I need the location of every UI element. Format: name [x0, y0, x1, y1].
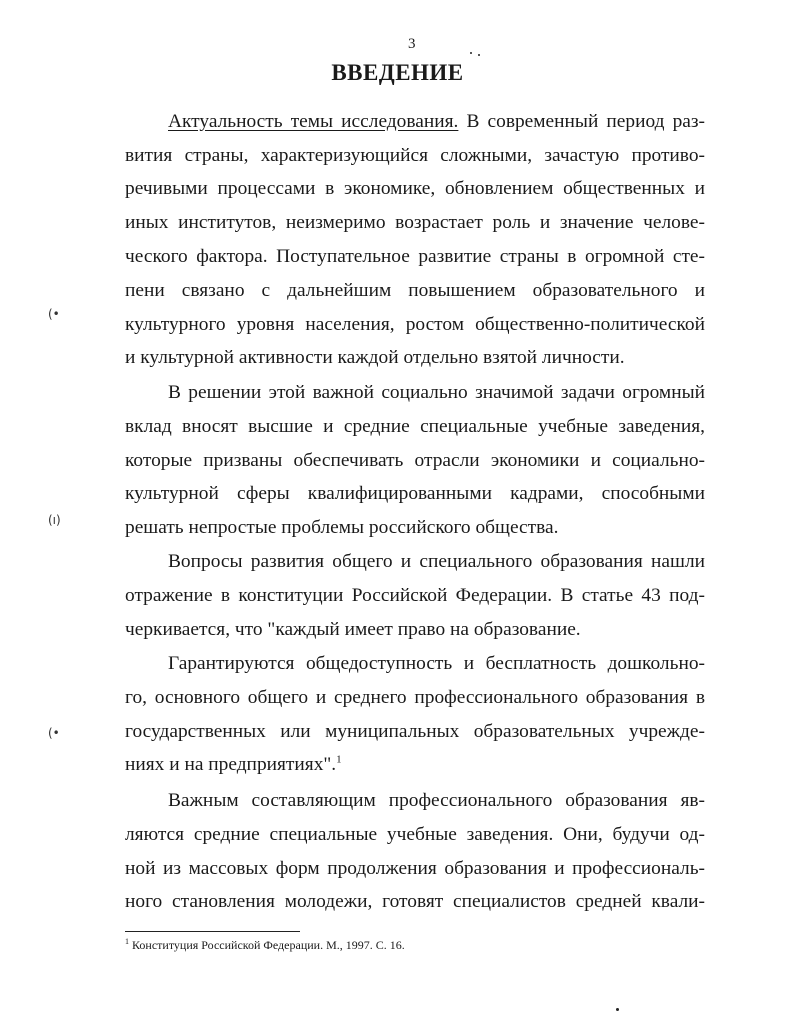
- paragraph-1-line: ческого фактора. Поступательное развитие страны в огромной сте-: [125, 246, 705, 267]
- footnote: [125, 938, 405, 952]
- paragraph-5-line: ляются средние специальные учебные заведения. Они, будучи од-: [125, 824, 705, 845]
- paragraph-2-line: вклад вносят высшие и средние специальные учебные заведения,: [125, 416, 705, 437]
- margin-mark: (•: [48, 726, 60, 740]
- paragraph-2-line: В решении этой важной социально значимой задачи огромный: [168, 382, 705, 403]
- paragraph-3-line: отражение в конституции Российской Федерации. В статье 43 под-: [125, 585, 705, 606]
- paragraph-5-line: ной из массовых форм продолжения образования и профессиональ-: [125, 858, 705, 879]
- paragraph-2-line: которые призваны обеспечивать отрасли экономики и социально-: [125, 450, 705, 471]
- footnote-text: Конституция Российской Федерации. М., 1997. С. 16.: [129, 938, 405, 952]
- paragraph-1-line-1-rest: В современный период раз-: [458, 111, 705, 132]
- paragraph-4-line: государственных или муниципальных образовательных учрежде-: [125, 721, 705, 742]
- scan-speck: [470, 52, 472, 54]
- paragraph-2-line: культурной сферы квалифицированными кадрами, способными: [125, 483, 705, 504]
- paragraph-2-line-last: решать непростые проблемы российского общества.: [125, 517, 559, 538]
- scan-speck: [478, 54, 480, 56]
- paragraph-1-line-1: [168, 110, 705, 134]
- page-number: 3: [408, 36, 416, 52]
- margin-mark: (•: [48, 307, 60, 321]
- scan-speck: [616, 1008, 619, 1011]
- paragraph-4-line: Гарантируются общедоступность и бесплатность дошкольно-: [168, 653, 705, 674]
- paragraph-4-last-text: ниях и на предприятиях".: [125, 754, 337, 775]
- paragraph-3-line: Вопросы развития общего и специального образования нашли: [168, 551, 705, 572]
- margin-mark: (ı): [48, 513, 61, 527]
- paragraph-1-line: иных институтов, неизмеримо возрастает роль и значение челове-: [125, 212, 705, 233]
- footnote-rule: [125, 931, 300, 932]
- paragraph-1-line: речивыми процессами в экономике, обновлением общественных и: [125, 178, 705, 199]
- footnote-marker: 1: [125, 937, 129, 946]
- paragraph-4-line-last: [125, 753, 705, 777]
- page-title: ВВЕДЕНИЕ: [331, 60, 464, 85]
- paragraph-1-line: вития страны, характеризующийся сложными, зачастую противо-: [125, 145, 705, 166]
- paragraph-3-line-last: черкивается, что "каждый имеет право на образование.: [125, 619, 581, 640]
- paragraph-1-line: культурного уровня населения, ростом общественно-политической: [125, 314, 705, 335]
- paragraph-4-line: го, основного общего и среднего профессионального образования в: [125, 687, 705, 708]
- section-lead: Актуальность темы исследования.: [168, 111, 459, 132]
- paragraph-1-line-last: и культурной активности каждой отдельно взятой личности.: [125, 347, 625, 368]
- paragraph-5-line: Важным составляющим профессионального образования яв-: [168, 790, 705, 811]
- paragraph-1-line: пени связано с дальнейшим повышением образовательного и: [125, 280, 705, 301]
- footnote-reference: 1: [336, 753, 342, 766]
- paragraph-5-line: ного становления молодежи, готовят специалистов средней квали-: [125, 891, 705, 912]
